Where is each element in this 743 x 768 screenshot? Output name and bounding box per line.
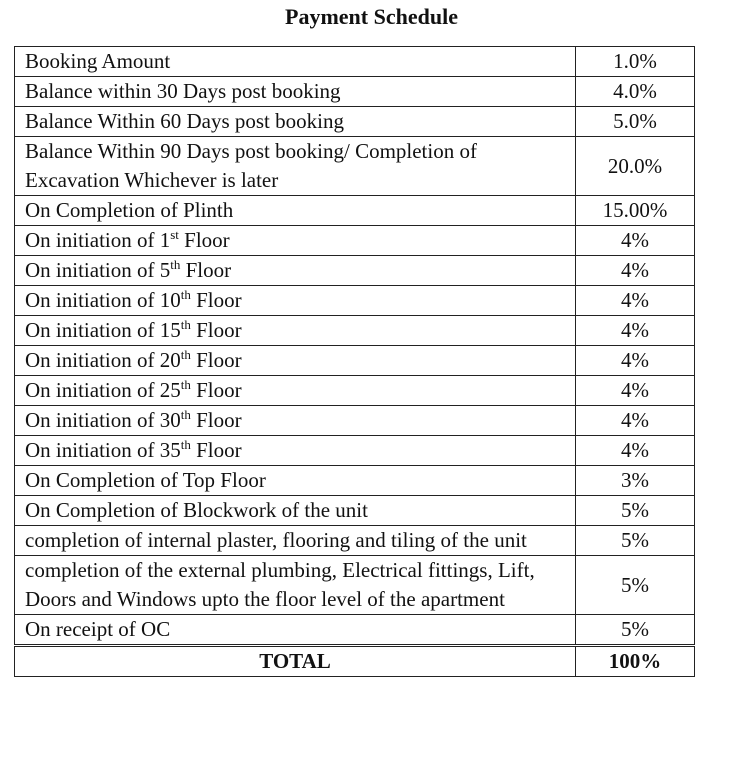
- table-row: [15, 256, 695, 286]
- percent-cell: 4%: [576, 406, 695, 436]
- percent-cell: 4%: [576, 226, 695, 256]
- table-row: [15, 526, 695, 556]
- table-row: [15, 316, 695, 346]
- percent-cell: 4%: [576, 376, 695, 406]
- table-row: [15, 226, 695, 256]
- percent-cell: 5%: [576, 526, 695, 556]
- percent-cell: 4.0%: [576, 77, 695, 107]
- milestone-cell: Balance within 30 Days post booking: [15, 77, 576, 107]
- table-row: [15, 47, 695, 77]
- page-title: Payment Schedule: [285, 4, 458, 29]
- total-label: TOTAL: [15, 646, 576, 677]
- percent-cell: 4%: [576, 256, 695, 286]
- milestone-cell: On Completion of Plinth: [15, 196, 576, 226]
- percent-cell: 4%: [576, 436, 695, 466]
- milestone-cell: Balance Within 90 Days post booking/ Completion of Excavation Whichever is later: [15, 137, 576, 196]
- table-row: [15, 615, 695, 646]
- total-value: 100%: [576, 646, 695, 677]
- milestone-cell: completion of internal plaster, flooring and tiling of the unit: [15, 526, 576, 556]
- milestone-cell: On initiation of 25th Floor: [15, 376, 576, 406]
- table-row: [15, 77, 695, 107]
- percent-cell: 20.0%: [576, 137, 695, 196]
- milestone-cell: On initiation of 5th Floor: [15, 256, 576, 286]
- table-row: [15, 406, 695, 436]
- milestone-cell: Balance Within 60 Days post booking: [15, 107, 576, 137]
- table-row: [15, 286, 695, 316]
- percent-cell: 1.0%: [576, 47, 695, 77]
- table-row: [15, 436, 695, 466]
- milestone-cell: On Completion of Top Floor: [15, 466, 576, 496]
- table-row: [15, 466, 695, 496]
- percent-cell: 3%: [576, 466, 695, 496]
- table-row: [15, 556, 695, 615]
- milestone-cell: On initiation of 1st Floor: [15, 226, 576, 256]
- milestone-cell: On initiation of 35th Floor: [15, 436, 576, 466]
- milestone-cell: On initiation of 15th Floor: [15, 316, 576, 346]
- table-row: [15, 376, 695, 406]
- milestone-cell: On initiation of 20th Floor: [15, 346, 576, 376]
- percent-cell: 4%: [576, 286, 695, 316]
- percent-cell: 5%: [576, 556, 695, 615]
- milestone-cell: On Completion of Blockwork of the unit: [15, 496, 576, 526]
- percent-cell: 15.00%: [576, 196, 695, 226]
- milestone-cell: On initiation of 30th Floor: [15, 406, 576, 436]
- percent-cell: 4%: [576, 346, 695, 376]
- total-row: [15, 646, 695, 677]
- payment-schedule-table: [14, 46, 695, 677]
- percent-cell: 4%: [576, 316, 695, 346]
- milestone-cell: Booking Amount: [15, 47, 576, 77]
- table-row: [15, 137, 695, 196]
- milestone-cell: completion of the external plumbing, Electrical fittings, Lift, Doors and Windows upto the floor level of the apartment: [15, 556, 576, 615]
- percent-cell: 5%: [576, 496, 695, 526]
- milestone-cell: On receipt of OC: [15, 615, 576, 646]
- table-row: [15, 346, 695, 376]
- milestone-cell: On initiation of 10th Floor: [15, 286, 576, 316]
- table-row: [15, 496, 695, 526]
- percent-cell: 5%: [576, 615, 695, 646]
- table-row: [15, 107, 695, 137]
- table-row: [15, 196, 695, 226]
- percent-cell: 5.0%: [576, 107, 695, 137]
